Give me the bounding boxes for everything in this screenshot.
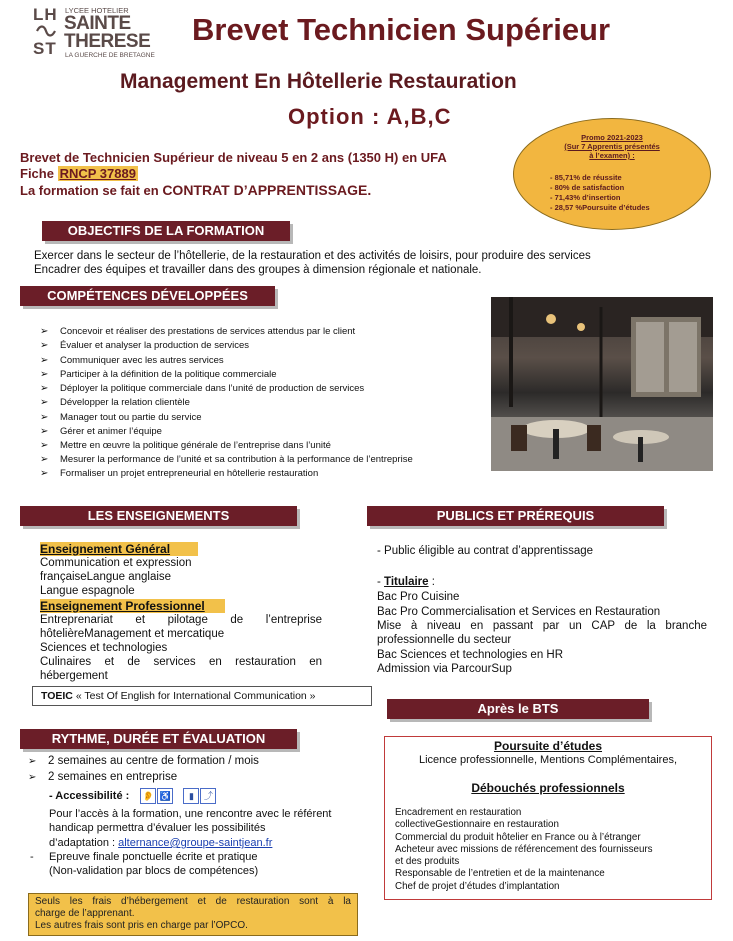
fiche-label: Fiche — [20, 166, 58, 181]
promo-item: - 80% de satisfaction — [550, 183, 625, 192]
promo-sub1: (Sur 7 Apprentis présentés — [564, 142, 660, 151]
logo-small-top: LYCEE HOTELIER — [65, 6, 129, 15]
list-item: ➢ Gérer et animer l’équipe — [40, 425, 420, 439]
exam-dash: - — [30, 851, 34, 863]
intro — [20, 150, 520, 199]
intro-line3-b: CONTRAT D’APPRENTISSAGE. — [162, 182, 372, 198]
publics-line: professionnelle du secteur — [377, 634, 512, 646]
toeic-label: TOEIC — [41, 690, 73, 702]
list-item: et des produits — [395, 856, 460, 868]
accessibility-line: Pour l’accès à la formation, une rencontre avec le référent — [49, 808, 332, 820]
enseignement-pro-line: hébergement — [40, 670, 108, 682]
apres-banner: Après le BTS — [387, 699, 649, 719]
publics-line: Bac Pro Commercialisation et Services en Restauration — [377, 606, 661, 618]
restaurant-photo-graphic — [491, 297, 713, 471]
accessibility-title: - Accessibilité : — [49, 789, 130, 802]
enseignement-general-title: Enseignement Général — [40, 542, 198, 556]
publics-banner: PUBLICS ET PRÉREQUIS — [367, 506, 664, 526]
bullet-arrow-icon: ➢ — [28, 772, 37, 783]
enseignement-pro-line: Sciences et technologies — [40, 642, 168, 654]
titulaire-dash: - — [377, 576, 385, 588]
promo-item: - 71,43% d’insertion — [550, 193, 621, 202]
rythme-item — [28, 771, 177, 784]
enseignement-pro-line: Culinaires et de services en restauration en — [40, 656, 322, 668]
debouches-title: Débouchés professionnels — [471, 781, 625, 795]
email-link[interactable]: alternance@groupe-saintjean.fr — [118, 837, 273, 849]
poursuite-title: Poursuite d’études — [493, 739, 603, 753]
intro-line3 — [20, 182, 520, 199]
accessibility-adaptation: d’adaptation : — [49, 837, 119, 849]
logo-lh: LH — [33, 5, 58, 24]
list-item: ➢ Mesurer la performance de l’unité et sa contribution à la performance de l’entreprise — [40, 454, 420, 465]
competences-banner: COMPÉTENCES DÉVELOPPÉES — [20, 286, 275, 306]
competences-list — [40, 325, 420, 481]
list-item: ➢ Mettre en œuvre la politique générale de l’entreprise dans l’unité — [40, 439, 420, 453]
wheelchair-icon: ♿ — [157, 788, 173, 804]
list-item: ➢ Formaliser un projet entrepreneurial en hôtellerie restauration — [40, 467, 420, 481]
accessibility-line — [49, 837, 272, 850]
apres-box — [384, 736, 712, 900]
enseignement-general-line: françaiseLangue anglaise — [40, 571, 172, 583]
page-subtitle: Management En Hôtellerie Restauration — [120, 70, 517, 93]
enseignement-pro-line: hôtelièreManagement et mercatique — [40, 628, 225, 640]
list-item: ➢ Développer la relation clientèle — [40, 396, 420, 410]
exam-line1: Epreuve finale ponctuelle écrite et pratique — [49, 851, 258, 863]
titulaire-label: Titulaire — [384, 576, 429, 588]
logo-big1: SAINTE — [64, 13, 131, 34]
list-item: ➢ Déployer la politique commerciale dans l’unité de production de services — [40, 382, 420, 396]
rythme-banner: RYTHME, DURÉE ET ÉVALUATION — [20, 729, 297, 749]
footer-line: Les autres frais sont pris en charge par l’OPCO. — [35, 920, 248, 931]
logo-big2: THERESE — [64, 31, 151, 52]
rythme-item — [28, 755, 259, 768]
page-option: Option : A,B,C — [288, 104, 452, 129]
publics-line1: - Public éligible au contrat d’apprentissage — [377, 545, 594, 557]
enseignements-banner: LES ENSEIGNEMENTS — [20, 506, 297, 526]
mobility-icon: ⤴ — [200, 788, 216, 804]
hearing-icon: 👂 — [140, 788, 156, 804]
accessibility-row — [49, 788, 217, 804]
list-item: ➢ Concevoir et réaliser des prestations de services attendus par le client — [40, 325, 420, 339]
restaurant-photo — [491, 297, 713, 471]
rythme-item-text: 2 semaines en entreprise — [48, 771, 178, 783]
enseignement-pro-title: Enseignement Professionnel — [40, 599, 225, 613]
objectifs-banner: OBJECTIFS DE LA FORMATION — [42, 221, 290, 241]
promo-badge — [513, 118, 711, 230]
publics-line: Admission via ParcourSup — [377, 663, 512, 675]
footer-line: Seuls les frais d’hébergement et de restauration sont à la — [35, 896, 351, 907]
logo-swirl-icon — [35, 24, 57, 38]
list-item: collectiveGestionnaire en restauration — [395, 819, 559, 831]
footer-note — [28, 893, 358, 936]
toeic-text: « Test Of English for International Communication » — [72, 690, 316, 702]
enseignement-pro-line: Entreprenariat et pilotage de l’entreprise — [40, 614, 322, 626]
page-title: Brevet Technicien Supérieur — [192, 12, 611, 47]
promo-sub2: à l’examen) : — [589, 151, 635, 160]
visual-icon: ▮ — [183, 788, 199, 804]
promo-title: Promo 2021-2023 — [581, 133, 643, 142]
intro-fiche — [20, 166, 520, 182]
exam-line2: (Non-validation par blocs de compétences) — [49, 865, 259, 877]
logo — [33, 6, 173, 62]
logo-small-bottom: LA GUERCHE DE BRETAGNE — [65, 52, 155, 59]
enseignement-general-line: Communication et expression — [40, 557, 192, 569]
list-item: ➢ Manager tout ou partie du service — [40, 411, 420, 425]
publics-line: Mise à niveau en passant par un CAP de la branche — [377, 620, 707, 632]
intro-line1: Brevet de Technicien Supérieur de niveau 5 en 2 ans (1350 H) en UFA — [20, 150, 447, 165]
enseignement-general-line: Langue espagnole — [40, 585, 135, 597]
publics-line: Bac Pro Cuisine — [377, 591, 460, 603]
list-item: Responsable de l’entretien et de la maintenance — [395, 868, 605, 880]
titulaire-colon: : — [428, 576, 435, 588]
promo-item: - 85,71% de réussite — [550, 173, 622, 182]
rncp-code: RNCP 37889 — [59, 166, 136, 181]
list-item: Chef de projet d’études d’implantation — [395, 880, 560, 892]
rythme-item-text: 2 semaines au centre de formation / mois — [48, 755, 259, 767]
list-item: ➢ Communiquer avec les autres services — [40, 354, 420, 368]
footer-line: charge de l’apprenant. — [35, 908, 135, 919]
bullet-arrow-icon: ➢ — [28, 756, 37, 767]
objectifs-line1: Exercer dans le secteur de l’hôtellerie, de la restauration et des activités de loisirs, pour produire des services — [34, 250, 591, 262]
poursuite-line: Licence professionnelle, Mentions Complémentaires, — [418, 754, 678, 766]
accessibility-line: handicap permettra d’évaluer les possibilités — [49, 822, 266, 834]
list-item: ➢ Évaluer et analyser la production de services — [40, 339, 420, 353]
debouches-list — [395, 807, 707, 893]
objectifs-line2: Encadrer des équipes et travailler dans des groupes à dimension régionale et nationale. — [34, 264, 482, 276]
list-item: Acheteur avec missions de référencement des fournisseurs — [395, 843, 653, 855]
promo-item: - 28,57 %Poursuite d’études — [550, 203, 650, 212]
list-item: ➢ Participer à la définition de la politique commerciale — [40, 368, 420, 382]
publics-line: Bac Sciences et technologies en HR — [377, 649, 564, 661]
list-item: Encadrement en restauration — [395, 807, 522, 818]
logo-st: ST — [33, 39, 57, 58]
titulaire-line — [377, 576, 435, 589]
list-item: Commercial du produit hôtelier en France ou à l’étranger — [395, 831, 641, 843]
toeic-box — [32, 686, 372, 706]
intro-line3-a: La formation se fait en — [20, 183, 163, 198]
